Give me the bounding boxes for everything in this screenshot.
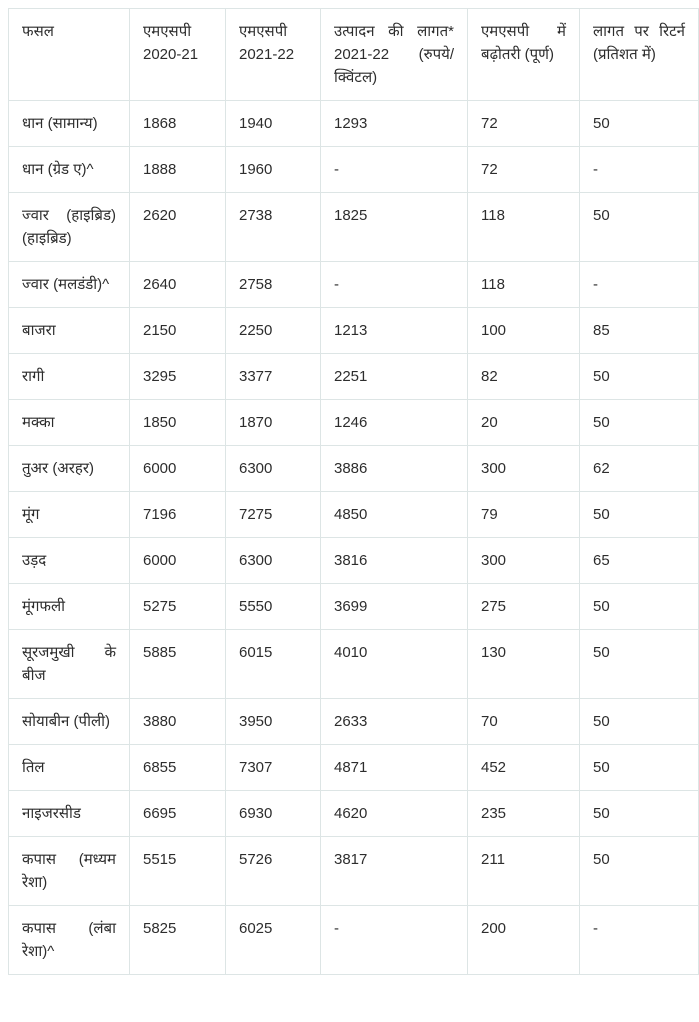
value-cell: 1870 [226, 400, 321, 446]
crop-cell: सोयाबीन (पीली) [9, 699, 130, 745]
crop-cell: ज्वार (मलडंडी)^ [9, 262, 130, 308]
value-cell: 5515 [130, 837, 226, 906]
table-row [9, 837, 699, 906]
table-row [9, 584, 699, 630]
value-cell: - [580, 906, 699, 975]
table-row [9, 354, 699, 400]
value-cell: 100 [468, 308, 580, 354]
value-cell: 6930 [226, 791, 321, 837]
value-cell: 7307 [226, 745, 321, 791]
value-cell: 79 [468, 492, 580, 538]
value-cell: 4620 [321, 791, 468, 837]
crop-cell: नाइजरसीड [9, 791, 130, 837]
value-cell: 2758 [226, 262, 321, 308]
value-cell: 2620 [130, 193, 226, 262]
value-cell: 5275 [130, 584, 226, 630]
value-cell: 4871 [321, 745, 468, 791]
table-body [9, 101, 699, 975]
table-row [9, 308, 699, 354]
value-cell: 300 [468, 538, 580, 584]
value-cell: 3295 [130, 354, 226, 400]
table-header-row [9, 9, 699, 101]
value-cell: 118 [468, 193, 580, 262]
value-cell: 4010 [321, 630, 468, 699]
table-row [9, 745, 699, 791]
header-cell-2: एमएसपी 2021-22 [226, 9, 321, 101]
value-cell: - [321, 147, 468, 193]
crop-cell: रागी [9, 354, 130, 400]
table-row [9, 492, 699, 538]
value-cell: 452 [468, 745, 580, 791]
value-cell: 1868 [130, 101, 226, 147]
value-cell: 1850 [130, 400, 226, 446]
value-cell: 3377 [226, 354, 321, 400]
table-row [9, 446, 699, 492]
value-cell: 1960 [226, 147, 321, 193]
value-cell: 1940 [226, 101, 321, 147]
value-cell: 2640 [130, 262, 226, 308]
value-cell: 2738 [226, 193, 321, 262]
header-cell-3: उत्पादन की लागत* 2021-22 (रुपये/क्विंटल) [321, 9, 468, 101]
value-cell: 5885 [130, 630, 226, 699]
value-cell: 50 [580, 193, 699, 262]
value-cell: 50 [580, 791, 699, 837]
value-cell: - [321, 906, 468, 975]
value-cell: 5726 [226, 837, 321, 906]
value-cell: 3886 [321, 446, 468, 492]
value-cell: 1293 [321, 101, 468, 147]
value-cell: 7275 [226, 492, 321, 538]
crop-cell: धान (ग्रेड ए)^ [9, 147, 130, 193]
value-cell: 72 [468, 147, 580, 193]
value-cell: 3816 [321, 538, 468, 584]
value-cell: 50 [580, 354, 699, 400]
table-row [9, 699, 699, 745]
value-cell: 82 [468, 354, 580, 400]
value-cell: 85 [580, 308, 699, 354]
value-cell: 6025 [226, 906, 321, 975]
value-cell: 50 [580, 745, 699, 791]
crop-cell: तुअर (अरहर) [9, 446, 130, 492]
crop-cell: मूंग [9, 492, 130, 538]
value-cell: 6300 [226, 538, 321, 584]
crop-cell: मूंगफली [9, 584, 130, 630]
value-cell: 2150 [130, 308, 226, 354]
value-cell: 7196 [130, 492, 226, 538]
value-cell: - [580, 262, 699, 308]
value-cell: 6300 [226, 446, 321, 492]
crop-cell: कपास (मध्यम रेशा) [9, 837, 130, 906]
value-cell: 275 [468, 584, 580, 630]
table-row [9, 147, 699, 193]
value-cell: 50 [580, 837, 699, 906]
value-cell: 6000 [130, 446, 226, 492]
value-cell: 1825 [321, 193, 468, 262]
value-cell: 235 [468, 791, 580, 837]
value-cell: 50 [580, 630, 699, 699]
crop-cell: मक्का [9, 400, 130, 446]
crop-cell: ज्वार (हाइब्रिड) (हाइब्रिड) [9, 193, 130, 262]
crop-cell: बाजरा [9, 308, 130, 354]
table-row [9, 400, 699, 446]
header-cell-5: लागत पर रिटर्न (प्रतिशत में) [580, 9, 699, 101]
msp-table [8, 8, 699, 975]
table-row [9, 906, 699, 975]
header-cell-0: फसल [9, 9, 130, 101]
table-row [9, 262, 699, 308]
value-cell: 72 [468, 101, 580, 147]
table-row [9, 538, 699, 584]
header-cell-1: एमएसपी 2020-21 [130, 9, 226, 101]
table-row [9, 791, 699, 837]
header-cell-4: एमएसपी में बढ़ोतरी (पूर्ण) [468, 9, 580, 101]
value-cell: 3950 [226, 699, 321, 745]
crop-cell: तिल [9, 745, 130, 791]
value-cell: 50 [580, 584, 699, 630]
value-cell: 300 [468, 446, 580, 492]
value-cell: 1213 [321, 308, 468, 354]
value-cell: 211 [468, 837, 580, 906]
value-cell: 5825 [130, 906, 226, 975]
value-cell: 3699 [321, 584, 468, 630]
crop-cell: कपास (लंबा रेशा)^ [9, 906, 130, 975]
value-cell: 50 [580, 101, 699, 147]
value-cell: 2250 [226, 308, 321, 354]
value-cell: 6015 [226, 630, 321, 699]
value-cell: 2633 [321, 699, 468, 745]
value-cell: 3880 [130, 699, 226, 745]
crop-cell: सूरजमुखी के बीज [9, 630, 130, 699]
crop-cell: धान (सामान्य) [9, 101, 130, 147]
value-cell: 6855 [130, 745, 226, 791]
value-cell: - [321, 262, 468, 308]
table-row [9, 193, 699, 262]
table-row [9, 630, 699, 699]
value-cell: 20 [468, 400, 580, 446]
value-cell: 6000 [130, 538, 226, 584]
value-cell: 1888 [130, 147, 226, 193]
value-cell: 65 [580, 538, 699, 584]
value-cell: 50 [580, 699, 699, 745]
value-cell: 4850 [321, 492, 468, 538]
value-cell: 50 [580, 492, 699, 538]
value-cell: - [580, 147, 699, 193]
value-cell: 200 [468, 906, 580, 975]
value-cell: 130 [468, 630, 580, 699]
value-cell: 2251 [321, 354, 468, 400]
value-cell: 70 [468, 699, 580, 745]
value-cell: 3817 [321, 837, 468, 906]
crop-cell: उड़द [9, 538, 130, 584]
value-cell: 50 [580, 400, 699, 446]
value-cell: 6695 [130, 791, 226, 837]
table-row [9, 101, 699, 147]
value-cell: 5550 [226, 584, 321, 630]
value-cell: 118 [468, 262, 580, 308]
value-cell: 62 [580, 446, 699, 492]
value-cell: 1246 [321, 400, 468, 446]
